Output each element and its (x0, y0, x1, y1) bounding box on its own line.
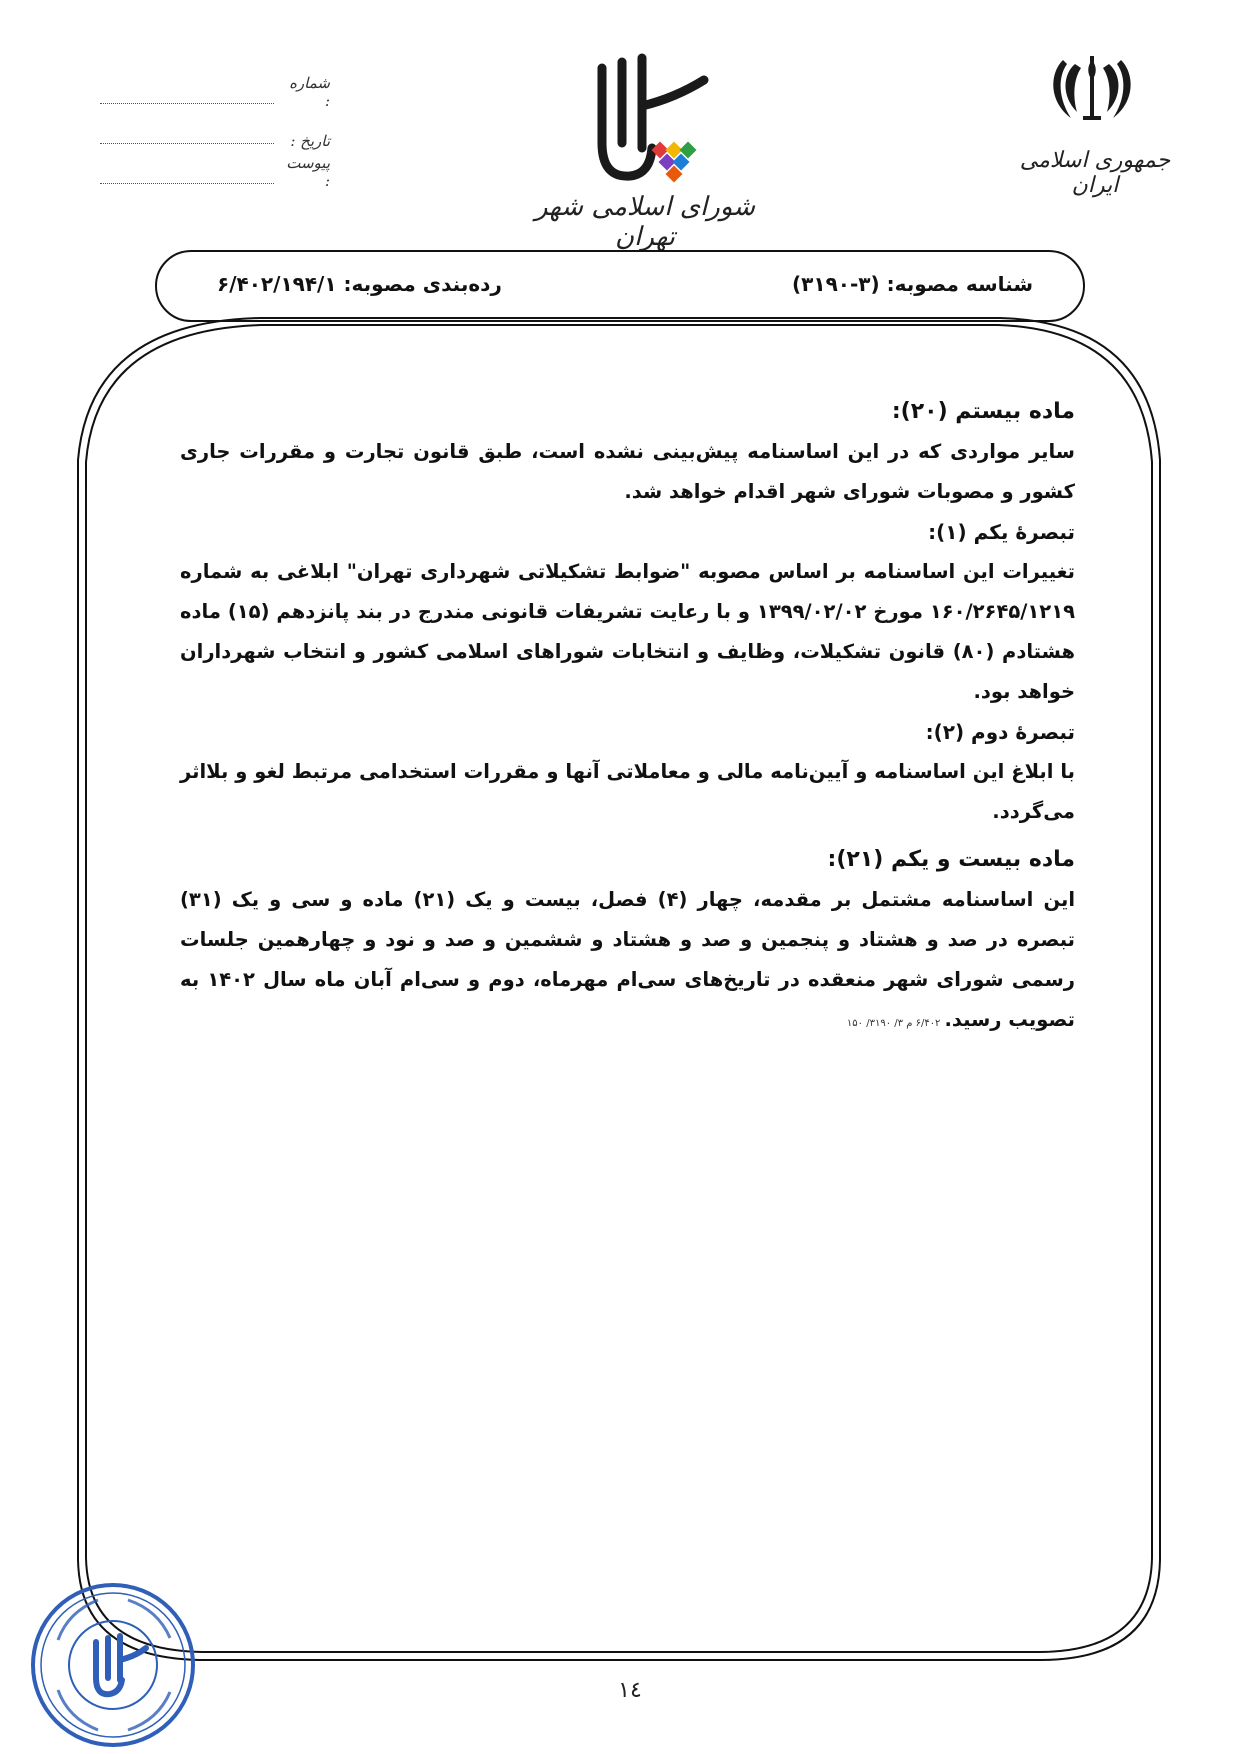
article-21-paragraph (180, 880, 1075, 1044)
note-2-text: با ابلاغ این اساسنامه و آیین‌نامه مالی و معاملاتی آنها و مقررات استخدامی مرتبط لغو و بلااثر می‌گردد. (180, 760, 1075, 823)
number-field (100, 70, 330, 110)
article-20-heading: ماده بیستم (۲۰): (891, 399, 1075, 424)
attachment-field (100, 150, 330, 190)
iran-emblem-icon (1045, 52, 1140, 127)
country-title: جمهوری اسلامی ایران (1019, 148, 1171, 198)
council-title: شورای اسلامی شهر تهران (534, 192, 756, 252)
number-label: شماره : (289, 74, 330, 110)
note-1-heading: تبصرهٔ یکم (۱): (928, 520, 1075, 544)
approval-info-bar (155, 250, 1085, 322)
note-1-text: تغییرات این اساسنامه بر اساس مصوبه "ضوابط تشکیلاتی شهرداری تهران" ابلاغی به شماره ۱۶۰/۲۶۴۵/۱۲۱۹ مورخ ۱۳۹۹/۰۲/۰۲ و با رعایت تشریفات قانونی مندرج در بند پانزدهم (۱۵) ماده هشتادم (۸۰) قانون تشکیلات، وظایف و انتخابات شوراهای اسلامی کشور و انتخاب شهرداران خواهد بود. (180, 560, 1075, 703)
attachment-label: پیوست : (286, 154, 330, 190)
council-seal-icon (28, 1580, 198, 1750)
date-label: تاریخ : (290, 132, 330, 150)
article-21-text: این اساسنامه مشتمل بر مقدمه، چهار (۴) فصل، بیست و یک (۲۱) ماده و سی و یک (۳۱) تبصره در صد و هشتاد و پنجمین و صد و هشتاد و ششمین و صد و نود و چهارهمین جلسات رسمی شورای شهر منعقده در تاریخ‌های سی‌ام مهرماه، دوم و سی‌ام آبان ماه سال ۱۴۰۲ به تصویب رسید. (180, 888, 1076, 1031)
attachment-dots (100, 182, 274, 184)
page-number: ۱٤ (618, 1678, 642, 1703)
number-dots (100, 102, 274, 104)
article-20-text: سایر مواردی که در این اساسنامه پیش‌بینی نشده است، طبق قانون تجارت و مقررات جاری کشور و مصوبات شورای شهر اقدام خواهد شد. (180, 440, 1075, 503)
footnote-code: ۶/۴۰۲ م ۳/ ۳۱۹۰/ ۱۵۰ (846, 1018, 941, 1029)
approval-id: شناسه مصوبه: (۳-۳۱۹۰) (792, 272, 1033, 296)
article-21-heading: ماده بیست و یکم (۲۱): (827, 847, 1075, 872)
reference-fields (100, 70, 330, 190)
council-logo-icon (580, 48, 710, 198)
date-dots (100, 142, 274, 144)
document-body (180, 392, 1075, 1044)
date-field (100, 110, 330, 150)
note-2-heading: تبصرهٔ دوم (۲): (925, 720, 1075, 744)
approval-classification: رده‌بندی مصوبه: ۶/۴۰۲/۱۹۴/۱ (217, 272, 502, 296)
